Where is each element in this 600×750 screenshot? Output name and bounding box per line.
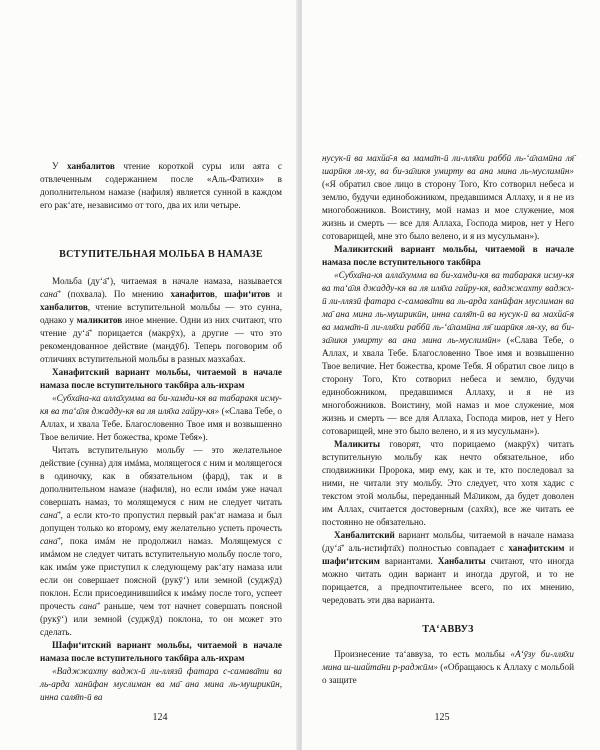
subheading: Маликитский вариант мольбы, читаемой в начале намаза после вступительного такбӣра: [322, 244, 574, 267]
paragraph: [40, 665, 282, 704]
text-run: («Обращаюсь к Аллаху с мольбой о защите: [322, 662, 574, 685]
paragraph: [40, 275, 282, 366]
italic-quote: «А‘ӯзу би-лля̄хи мина ш-шайта̄ни р-раджӣм»: [322, 649, 575, 672]
subheading: Ханафитский вариант мольбы, читаемой в начале намаза после вступительного такбӣра аль-ихрам: [40, 367, 282, 390]
italic-term: сана̄’: [40, 536, 61, 546]
paragraph: [322, 529, 574, 607]
section-heading: ВСТУПИТЕЛЬНАЯ МОЛЬБА В НАМАЗЕ: [59, 249, 263, 260]
paragraph: [322, 438, 574, 529]
bold-term: ханбалитов: [40, 302, 88, 312]
text-run: считают, что иногда можно читать один вариант и иногда другой, и то не порицается, а предпочтительнее всего, по их мнению, чередовать эти два варианта.: [322, 556, 574, 605]
right-text-column: [322, 152, 574, 687]
subheading: Шафи‘итский вариант мольбы, читаемой в начале намаза после вступительного такбӣра аль-ихрам: [40, 640, 282, 663]
left-text-column: [40, 160, 282, 704]
text-run: , чтение вступительной мольбы — это сунна, однако у: [40, 302, 282, 325]
text-run: вариантами.: [379, 556, 438, 566]
text-run: , а если кто-то пропустил первый рак‘ат намаза и был допущен только ко второму, ему желательно успеть прочесть: [40, 510, 282, 533]
text-run: и: [564, 543, 574, 553]
italic-term: сана̄’: [40, 510, 61, 520]
text-run: («Я обратил свое лицо в сторону Того, Кто сотворил небеса и землю, будучи единобожником, предавшимся Аллаху, и я не из многобожников. Воистину, мой намаз и мое служение, моя жизнь и смерть — все для Аллаха, Господа миров, нет у Него сотоварищей, мне это было велено, и я из мусульман»).: [322, 179, 574, 241]
text-run: («Слава Тебе, о Аллах, и хвала Тебе. Благословенно Твое имя и возвышенно Твое величие. Нет божества, кроме Тебя»).: [40, 406, 282, 442]
text-run: ,: [214, 289, 225, 299]
bold-term: Маликиты: [334, 439, 381, 449]
bold-term: ханбалитов: [67, 161, 115, 171]
text-run: Читать вступительную мольбу — это желательное действие (сунна) для имáма, молящегося с ним и молящегося в одиночку, как в обязательном (фард), так и в дополнительном намазе (нафиля), но если имáм уже начал совершать намаз, то молящемуся с ним не следует читать: [40, 445, 282, 507]
bold-term: шафи‘итов: [224, 289, 271, 299]
bold-term: шафи‘итским: [322, 556, 380, 566]
italic-quote: нусук-ӣ ва махйа̄-я ва мама̄т-ӣ ли-лля̄хи раббӣ ль-‘а̄ламӣна ля̄ шарӣкя ля-ху, ва би-за̄ликя умирту ва ана мина ль-муслимӣн»: [322, 153, 574, 176]
bold-term: маликитов: [76, 315, 123, 325]
text-run: вариант мольбы, читаемой в начале намаза (ду‘а̄’ аль-истифта̄х) полностью совпадает с: [322, 530, 574, 553]
bold-term: Ханбалиты: [437, 556, 486, 566]
paragraph: [40, 392, 282, 444]
paragraph: [322, 269, 574, 438]
section-heading: ТА‘АВВУЗ: [422, 624, 474, 635]
text-run: (похвала). По мнению: [60, 289, 171, 299]
paragraph: [322, 648, 574, 687]
paragraph: [322, 152, 574, 243]
paragraph: [40, 444, 282, 639]
bold-term: ханафитским: [508, 543, 565, 553]
bold-term: Ханбалитский: [334, 530, 395, 540]
left-page: [0, 0, 298, 750]
text-run: Произнесение та‘аввуза, то есть мольбы: [334, 649, 511, 659]
text-run: говорят, что порицаемо (макрӯх) читать вступительную мольбу как нечто обязательное, ибо сподвижники Пророка, мир ему, как и те, кто последовал за ними, не читали эту мольбу. Это следует, что хотя хадис с текстом этой мольбы, переданный Ма̄ликом, да будет доволен им Аллах, считается достоверным (сахӣх), все же читать ее постоянно не обязательно.: [322, 439, 574, 527]
page-number: 125: [434, 712, 450, 723]
text-run: иное мнение. Одни из них считают, что чтение ду‘а̄’ порицается (макрӯх), а другие — что это рекомендованное действие (мандӯб). Теперь поговорим об отличиях вступительной мольбы в разных мазхабах.: [40, 315, 282, 364]
paragraph-intro: [40, 160, 282, 212]
text-run: , пока имáм не продолжил намаз. Молящемуся с имáмом не следует читать вступительную мольбу после того, как имáм уже приступил к следующему рак‘ату намаза или если он совершает поясной (рукӯ‘) или земной (суджӯд) поклон. Если присоединившийся к имáму после того, успеет прочесть: [40, 536, 282, 611]
text-run: и: [270, 289, 282, 299]
bold-term: ханафитов: [170, 289, 215, 299]
text-run: Мольба (ду‘а̄’), читаемая в начале намаза, называется: [52, 276, 282, 286]
text-run: чтение короткой суры или аята с отвлеченным содержанием после «Аль-Фатихи» в дополнительном намазе (нафиля) является сунной в каждом его рак‘ате, независимо от того, два их или четыре.: [40, 161, 282, 210]
italic-term: сана̄’: [40, 289, 61, 299]
italic-quote: «Субха̄на-кя алла̄хумма ва би-хамди-кя ва табаракя исму-кя ва та‘а̄ля джадду-кя ва ля иля̄ха гайру-кя, ваджжахту ваджх-ӣ ли-ллязӣ фатара с-самава̄ти ва ль-арда ханӣфан муслиман ва ма̄ ана мина ль-мушрикӣн, инна саля̄т-ӣ ва нусук-ӣ ва махйа̄-я ва мама̄т-ӣ ли-лля̄хи раббӣ ль-‘а̄ламӣна ля̄ шарӣкя ля-ху, ва би-за̄ликя умирту ва ана мина ль-муслимӣн»: [322, 270, 574, 345]
text-run: («Слава Тебе, о Аллах, и хвала Тебе. Благословенно Твое имя и возвышенно Твое величие. Нет божества, кроме Тебя. Я обратил свое лицо в сторону Того, Кто сотворил небеса и землю, будучи единобожником, предавшимся Аллаху, и я не из многобожников. Воистину, мой намаз и мое служение, моя жизнь и смерть — все для Аллаха, Господа миров, нет у Него сотоварищей, мне это было велено, и я из мусульман»).: [322, 335, 574, 436]
italic-term: сана̄’: [79, 601, 100, 611]
text-run: раньше, чем тот начнет совершать поясной (рукӯ‘) или земной (суджӯд) поклона, то он может это сделать.: [40, 601, 282, 637]
text-run: У: [52, 161, 68, 171]
italic-quote: «Ваджжахту ваджх-ӣ ли-ллязӣ фатара с-самава̄ти ва ль-арда ханӣфан муслиман ва ма̄ ана мина ль-мушрикӣн, инна саля̄т-ӣ ва: [40, 666, 282, 702]
italic-quote: «Субха̄на-ка алла̄хумма ва би-хамди-кя ва табаракя исму-кя ва та‘а̄ля джадду-кя ва ля иля̄ха гайру-кя»: [40, 393, 282, 416]
page-number: 124: [152, 712, 168, 723]
right-page: [302, 0, 600, 750]
